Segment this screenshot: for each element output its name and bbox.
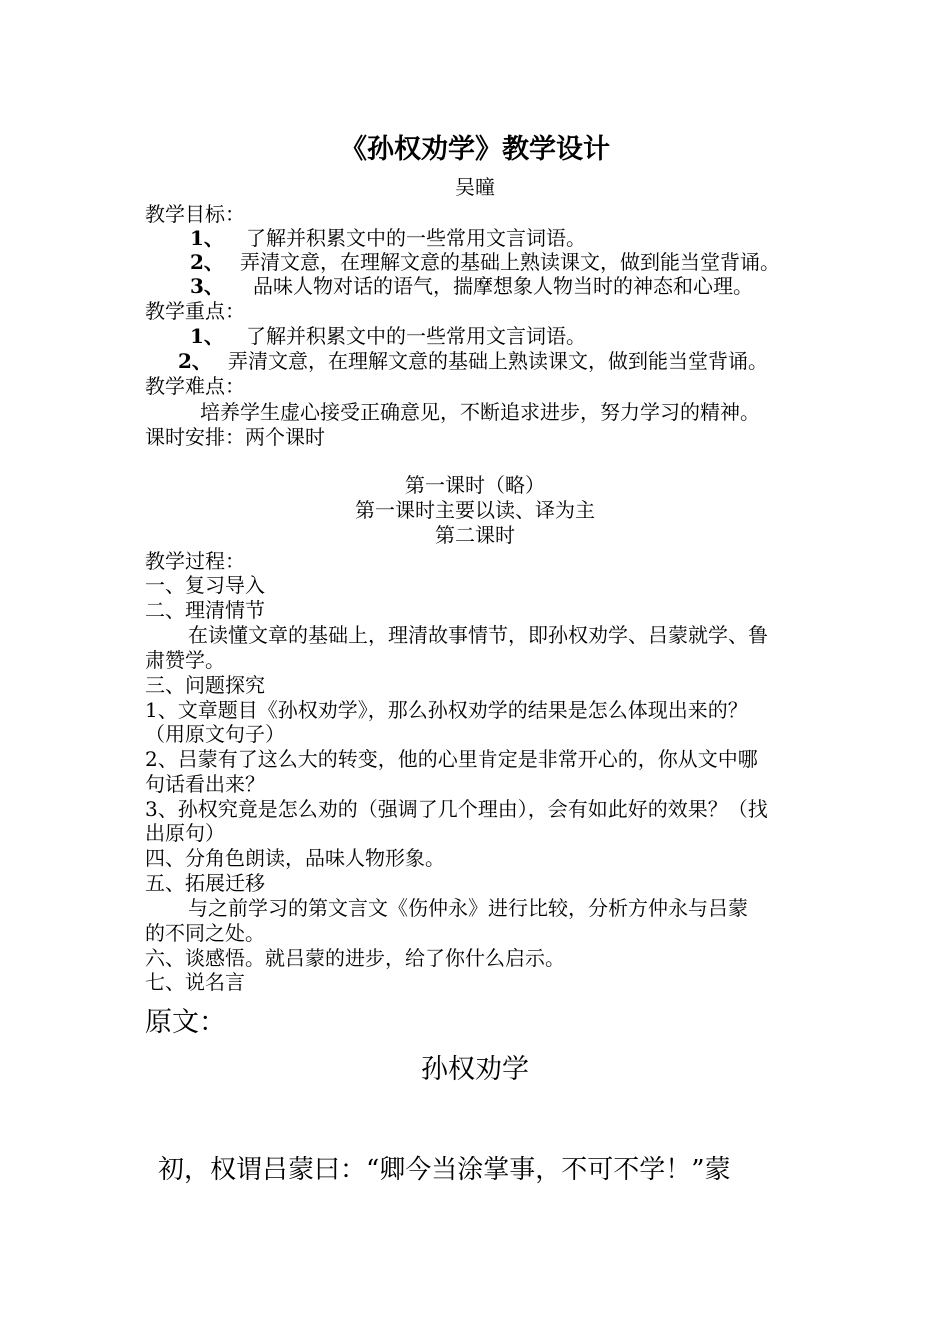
objective-1-number: 1、 [190,226,224,250]
schedule-line: 课时安排：两个课时 [145,425,325,449]
section-2-body-line-2: 肃赞学。 [145,648,225,672]
lesson2-title: 第二课时 [435,523,515,547]
original-heading: 原文： [145,1007,226,1038]
objective-1-text: 了解并积累文中的一些常用文言词语。 [246,226,586,250]
key-point-2-text: 弄清文意，在理解文意的基础上熟读课文，做到能当堂背诵。 [228,349,768,373]
objective-3-text: 品味人物对话的语气，揣摩想象人物当时的神态和心理。 [253,274,753,298]
section-1: 一、复习导入 [145,573,265,597]
section-7: 七、说名言 [145,970,245,994]
difficulty-text: 培养学生虚心接受正确意见，不断追求进步，努力学习的精神。 [200,400,760,424]
key-point-2-number: 2、 [178,349,212,373]
process-heading: 教学过程： [145,549,245,573]
author-name: 吴曈 [455,175,495,199]
objective-2-number: 2、 [190,250,224,274]
section-2: 二、理清情节 [145,598,265,622]
lesson1-title: 第一课时（略） [405,473,545,497]
question-2-line-1: 2、吕蒙有了这么大的转变，他的心里肯定是非常开心的，你从文中哪 [145,747,758,771]
objective-3-number: 3、 [190,274,224,298]
section-5: 五、拓展迁移 [145,871,265,895]
question-1-line-1: 1、文章题目《孙权劝学》，那么孙权劝学的结果是怎么体现出来的？ [145,698,748,722]
section-5-body-line-2: 的不同之处。 [145,921,265,945]
question-3-line-1: 3、孙权究竟是怎么劝的（强调了几个理由），会有如此好的效果？（找 [145,797,768,821]
objectives-heading: 教学目标： [145,202,245,226]
key-point-1-text: 了解并积累文中的一些常用文言词语。 [246,324,586,348]
original-title: 孙权劝学 [421,1054,529,1085]
section-6: 六、谈感悟。就吕蒙的进步，给了你什么启示。 [145,946,565,970]
section-3: 三、问题探究 [145,673,265,697]
section-4: 四、分角色朗读，品味人物形象。 [145,846,445,870]
section-2-body-line-1: 在读懂文章的基础上，理清故事情节，即孙权劝学、吕蒙就学、鲁 [188,623,768,647]
key-points-heading: 教学重点： [145,299,245,323]
question-3-line-2: 出原句） [145,821,225,845]
objective-2-text: 弄清文意，在理解文意的基础上熟读课文，做到能当堂背诵。 [240,250,780,274]
original-text-line-1: 初，权谓吕蒙曰：“卿今当涂掌事，不可不学！”蒙 [158,1155,731,1185]
document-title: 《孙权劝学》教学设计 [340,134,610,165]
question-2-line-2: 句话看出来？ [145,772,265,796]
question-1-line-2: （用原文句子） [145,722,285,746]
section-5-body-line-1: 与之前学习的第文言文《伤仲永》进行比较，分析方仲永与吕蒙 [188,896,748,920]
key-point-1-number: 1、 [190,324,224,348]
difficulty-heading: 教学难点： [145,374,245,398]
lesson1-note: 第一课时主要以读、译为主 [355,498,595,522]
